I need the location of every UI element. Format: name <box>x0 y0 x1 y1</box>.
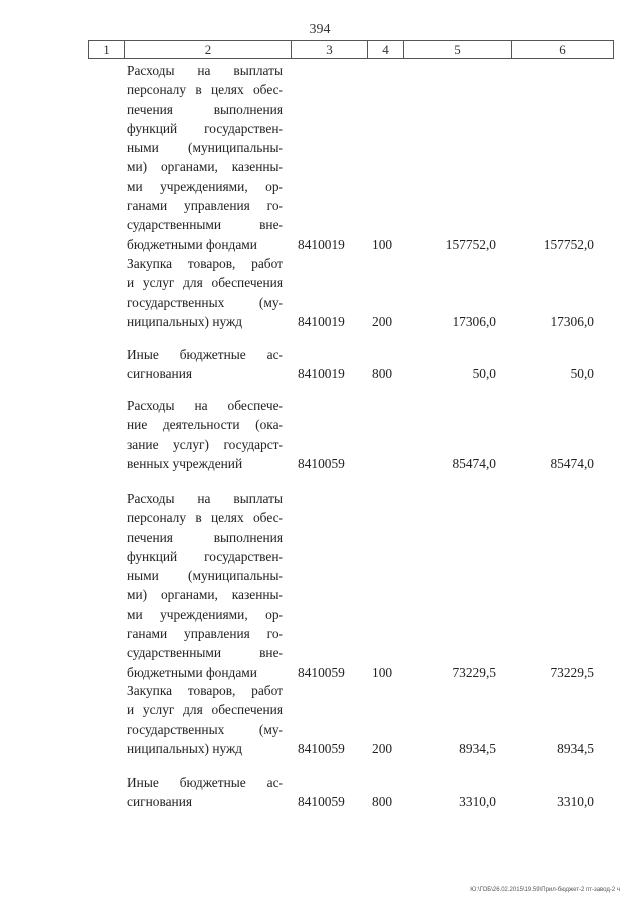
description-line: бюджетными фондами <box>127 236 257 252</box>
description-line: ми) органами, казенны- <box>127 587 283 603</box>
header-col-4: 4 <box>368 41 404 58</box>
group-cell: 200 <box>372 313 393 329</box>
description-line: ганами управления го- <box>127 198 283 214</box>
description-line: сударственными вне- <box>127 217 283 233</box>
row-description <box>127 254 283 331</box>
value-col6: 3310,0 <box>557 794 594 810</box>
description-line: сигнования <box>127 366 193 382</box>
description-line: сударственными вне- <box>127 645 283 661</box>
group-cell: 100 <box>372 236 393 252</box>
description-line: сигнования <box>127 794 193 810</box>
header-col-5: 5 <box>404 41 512 58</box>
row-description <box>127 681 283 758</box>
header-col-3: 3 <box>292 41 368 58</box>
row-description <box>127 489 283 682</box>
header-col-6: 6 <box>559 41 566 57</box>
description-line: Расходы на выплаты <box>127 491 283 506</box>
group-cell: 800 <box>372 366 393 382</box>
description-line: персоналу в целях обес- <box>127 510 283 526</box>
group-cell: 800 <box>372 794 393 810</box>
description-line: ми учреждениями, ор- <box>127 178 283 194</box>
code-cell: 8410059 <box>298 794 345 810</box>
value-col6: 85474,0 <box>550 455 594 471</box>
page-number: 394 <box>309 22 331 37</box>
description-line: ганами управления го- <box>127 626 283 642</box>
footer-file-path: Ю:\ГОБ\26.02.2015\19.59\Прил-бюджет-2 пт-завод-2 ч <box>470 887 620 893</box>
code-cell: 8410019 <box>298 366 345 382</box>
row-description <box>127 61 283 254</box>
description-line: и услуг для обеспечения <box>127 702 283 718</box>
description-line: функций государствен- <box>127 548 283 564</box>
header-col-1: 1 <box>89 41 125 58</box>
description-line: зание услуг) государст- <box>127 436 283 452</box>
value-col5: 73229,5 <box>452 664 496 680</box>
row-description <box>127 345 283 384</box>
description-line: Закупка товаров, работ <box>127 683 283 698</box>
description-line: государственных (му- <box>127 294 283 310</box>
description-line: ми учреждениями, ор- <box>127 606 283 622</box>
value-col6: 157752,0 <box>543 236 594 252</box>
value-col6: 17306,0 <box>550 313 594 329</box>
code-cell: 8410059 <box>298 455 345 471</box>
description-line: ными (муниципальны- <box>127 568 283 584</box>
description-line: печения выполнения <box>127 529 283 545</box>
description-line: ниципальных) нужд <box>127 740 243 756</box>
code-cell: 8410019 <box>298 236 345 252</box>
description-line: функций государствен- <box>127 120 283 136</box>
value-col6: 8934,5 <box>557 740 594 756</box>
code-cell: 8410059 <box>298 664 345 680</box>
table-header <box>88 40 614 59</box>
code-cell: 8410059 <box>298 740 345 756</box>
description-line: Иные бюджетные ас- <box>127 347 283 362</box>
row-description <box>127 396 283 473</box>
group-cell: 100 <box>372 664 393 680</box>
description-line: Расходы на обеспече- <box>127 398 283 413</box>
group-cell: 200 <box>372 740 393 756</box>
description-line: ние деятельности (ока- <box>127 417 283 433</box>
description-line: персоналу в целях обес- <box>127 82 283 98</box>
description-line: ными (муниципальны- <box>127 140 283 156</box>
description-line: и услуг для обеспечения <box>127 275 283 291</box>
code-cell: 8410019 <box>298 313 345 329</box>
value-col6: 73229,5 <box>550 664 594 680</box>
description-line: печения выполнения <box>127 101 283 117</box>
description-line: Расходы на выплаты <box>127 63 283 78</box>
description-line: государственных (му- <box>127 721 283 737</box>
description-line: Иные бюджетные ас- <box>127 775 283 790</box>
value-col5: 85474,0 <box>452 455 496 471</box>
value-col5: 157752,0 <box>445 236 496 252</box>
description-line: венных учреждений <box>127 455 243 471</box>
description-line: Закупка товаров, работ <box>127 256 283 271</box>
description-line: бюджетными фондами <box>127 664 257 680</box>
value-col5: 3310,0 <box>459 794 496 810</box>
value-col5: 50,0 <box>472 366 496 382</box>
row-description <box>127 773 283 812</box>
description-line: ми) органами, казенны- <box>127 159 283 175</box>
value-col6: 50,0 <box>570 366 594 382</box>
value-col5: 8934,5 <box>459 740 496 756</box>
value-col5: 17306,0 <box>452 313 496 329</box>
header-col-2: 2 <box>125 41 292 58</box>
description-line: ниципальных) нужд <box>127 313 243 329</box>
